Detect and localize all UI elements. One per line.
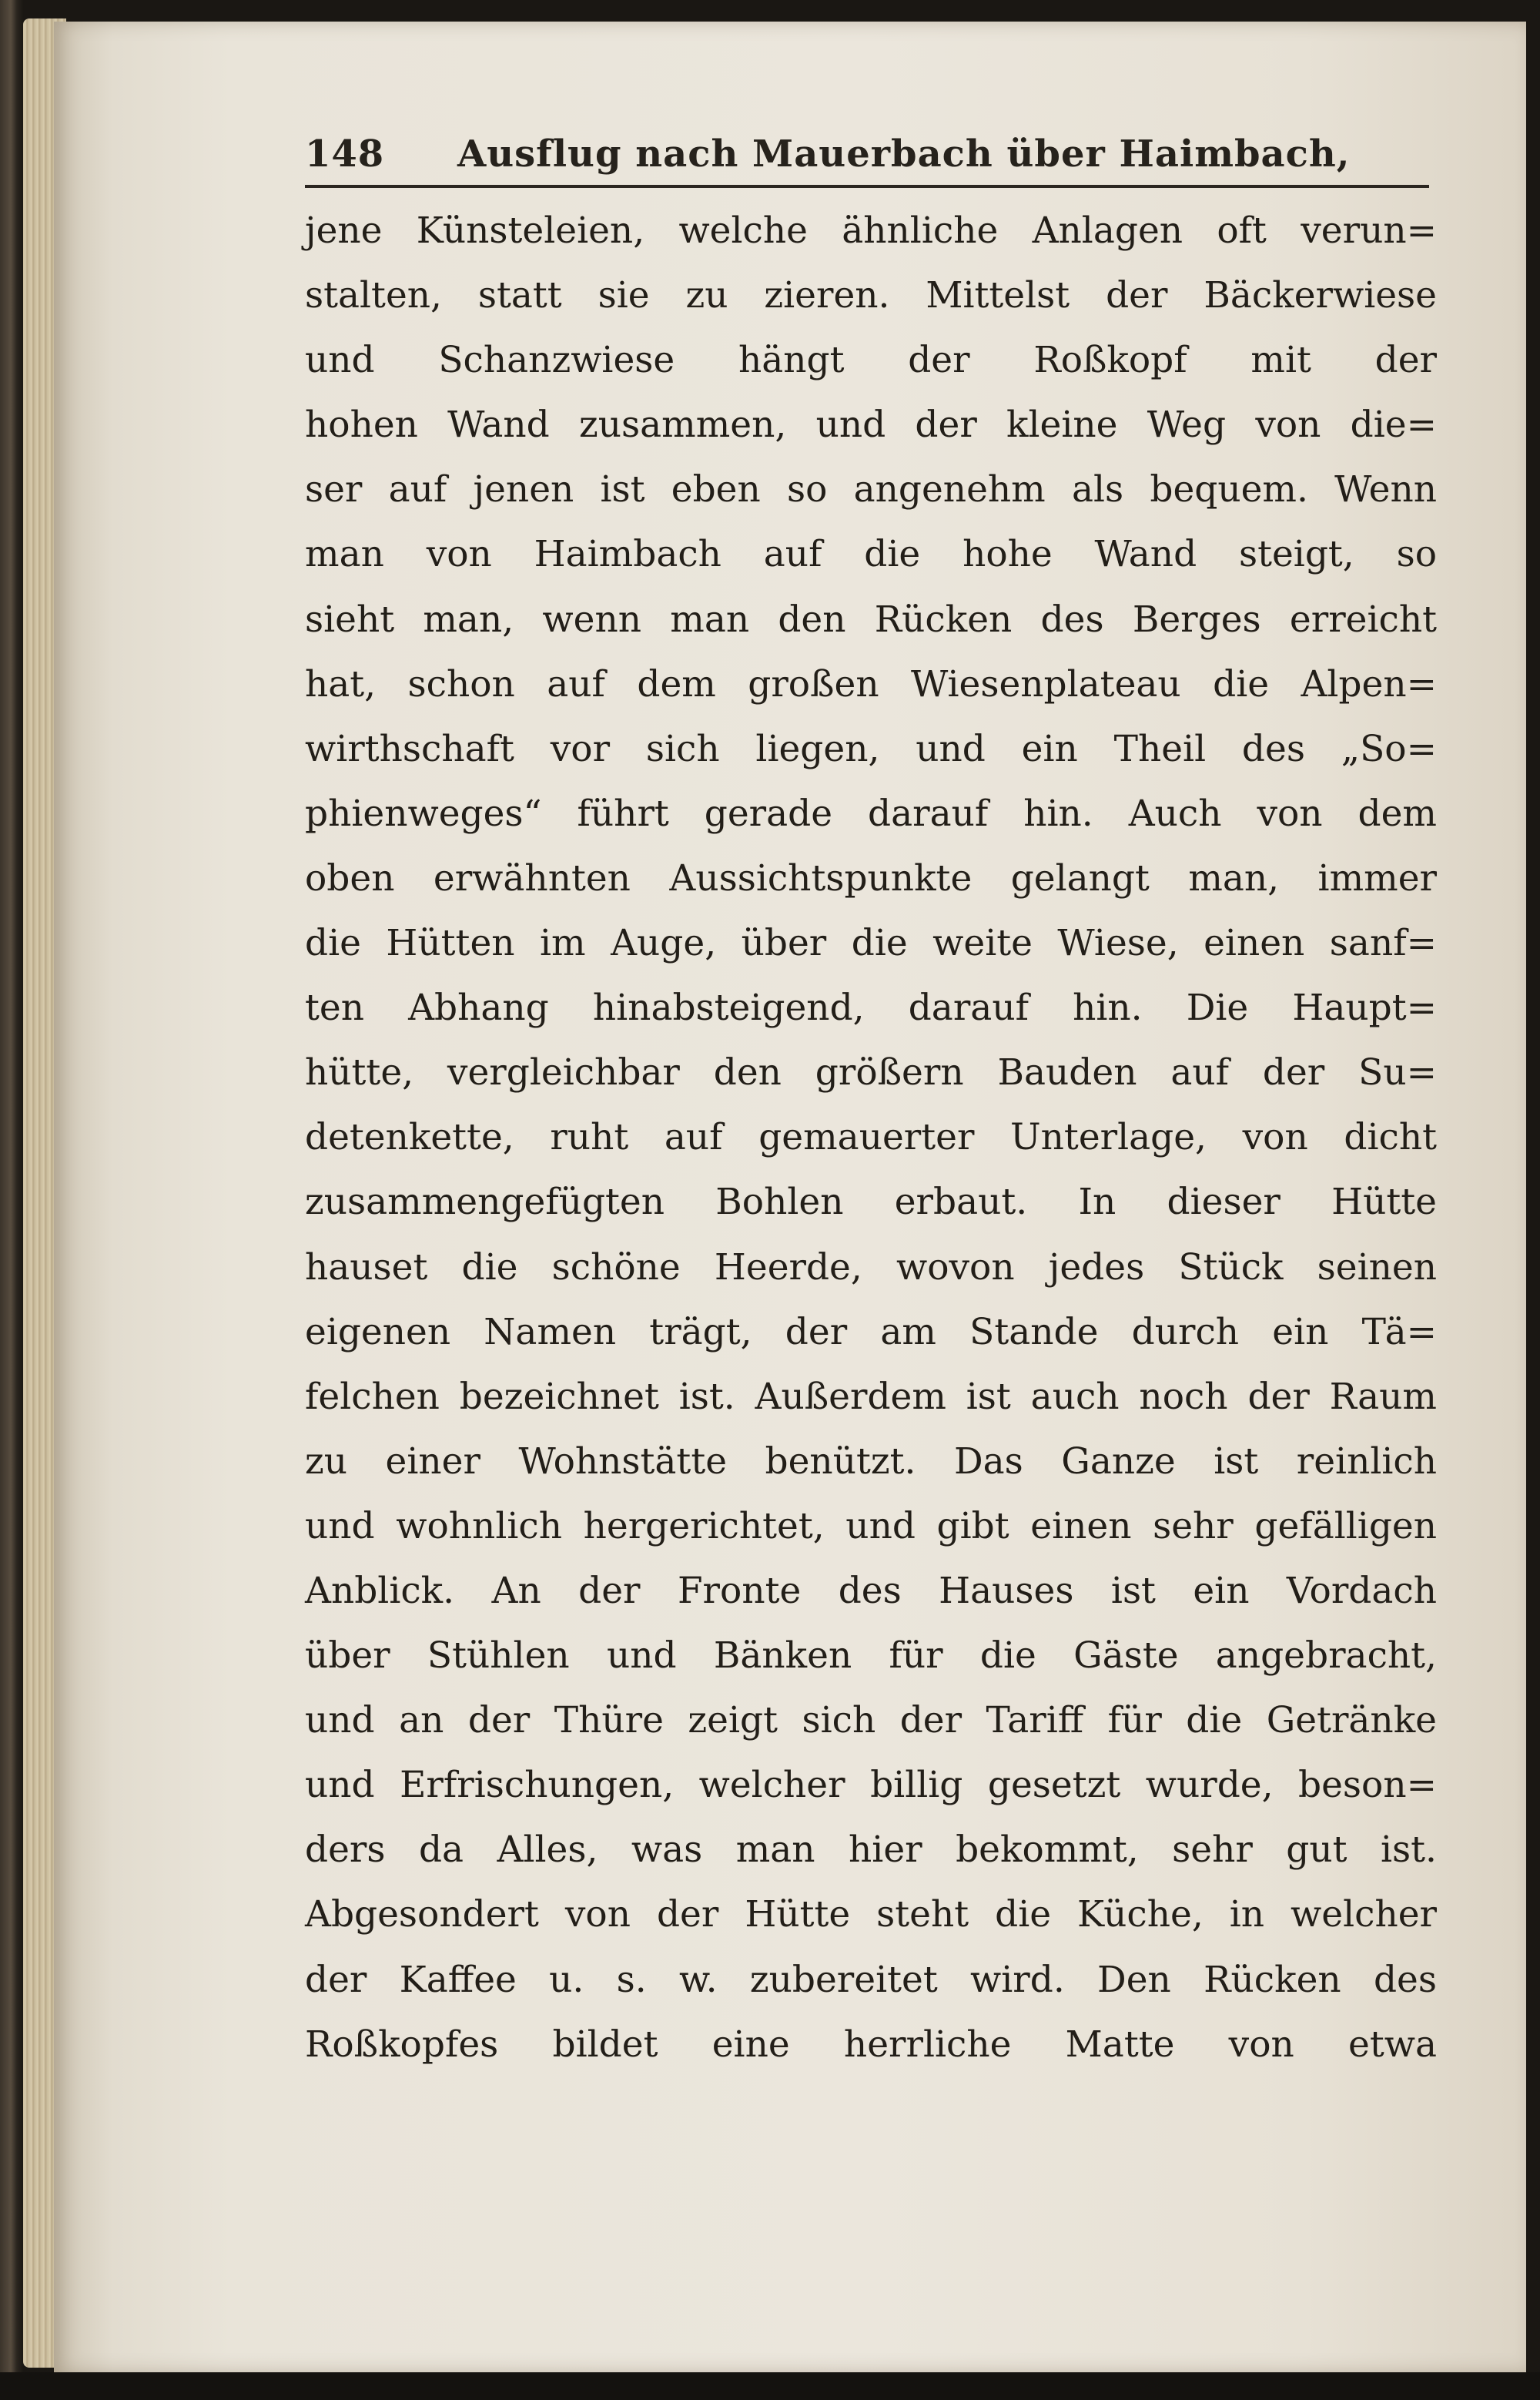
text-line: man von Haimbach auf die hohe Wand steigt, so bbox=[305, 533, 1437, 576]
text-line: ser auf jenen ist eben so angenehm als bequem. Wenn bbox=[305, 468, 1437, 511]
text-line: felchen bezeichnet ist. Außerdem ist auch noch der Raum bbox=[305, 1375, 1437, 1418]
text-line: detenkette, ruht auf gemauerter Unterlage, von dicht bbox=[305, 1116, 1437, 1159]
header-title: Ausflug nach Mauerbach über Haimbach, bbox=[457, 132, 1351, 176]
text-line: jene Künsteleien, welche ähnliche Anlagen oft verun= bbox=[305, 209, 1437, 252]
text-line: zu einer Wohnstätte benützt. Das Ganze ist reinlich bbox=[305, 1440, 1437, 1483]
text-line: eigenen Namen trägt, der am Stande durch ein Tä= bbox=[305, 1310, 1437, 1353]
text-line: über Stühlen und Bänken für die Gäste angebracht, bbox=[305, 1634, 1437, 1678]
text-line: ders da Alles, was man hier bekommt, sehr gut ist. bbox=[305, 1828, 1437, 1872]
text-line: wirthschaft vor sich liegen, und ein Theil des „So= bbox=[305, 727, 1437, 770]
running-head bbox=[305, 131, 1429, 188]
text-line: hat, schon auf dem großen Wiesenplateau die Alpen= bbox=[305, 662, 1437, 706]
text-line: sieht man, wenn man den Rücken des Berges erreicht bbox=[305, 598, 1437, 641]
text-line: und Schanzwiese hängt der Roßkopf mit der bbox=[305, 339, 1437, 382]
scan-bottom-edge bbox=[0, 2372, 1540, 2400]
text-line: oben erwähnten Aussichtspunkte gelangt man, immer bbox=[305, 856, 1437, 900]
text-line: Abgesondert von der Hütte steht die Küche, in welcher bbox=[305, 1893, 1437, 1936]
body-text bbox=[305, 199, 1437, 2077]
text-line: Roßkopfes bildet eine herrliche Matte von etwa bbox=[305, 2023, 1437, 2066]
page-number: 148 bbox=[305, 132, 385, 176]
text-line: phienweges“ führt gerade darauf hin. Auch von dem bbox=[305, 792, 1437, 835]
text-line: hauset die schöne Heerde, wovon jedes Stück seinen bbox=[305, 1245, 1437, 1289]
text-line: zusammengefügten Bohlen erbaut. In dieser Hütte bbox=[305, 1181, 1437, 1224]
text-line: Anblick. An der Fronte des Hauses ist ein Vordach bbox=[305, 1569, 1437, 1612]
text-line: stalten, statt sie zu zieren. Mittelst der Bäckerwiese bbox=[305, 274, 1437, 317]
text-line: und wohnlich hergerichtet, und gibt einen sehr gefälligen bbox=[305, 1504, 1437, 1547]
text-line: hütte, vergleichbar den größern Bauden auf der Su= bbox=[305, 1051, 1437, 1094]
text-line: hohen Wand zusammen, und der kleine Weg von die= bbox=[305, 404, 1437, 447]
text-line: der Kaffee u. s. w. zubereitet wird. Den Rücken des bbox=[305, 1958, 1437, 2001]
text-line: ten Abhang hinabsteigend, darauf hin. Die Haupt= bbox=[305, 987, 1437, 1030]
text-line: und an der Thüre zeigt sich der Tariff für die Getränke bbox=[305, 1699, 1437, 1742]
text-line: die Hütten im Auge, über die weite Wiese, einen sanf= bbox=[305, 922, 1437, 965]
text-line: und Erfrischungen, welcher billig gesetzt wurde, beson= bbox=[305, 1764, 1437, 1807]
